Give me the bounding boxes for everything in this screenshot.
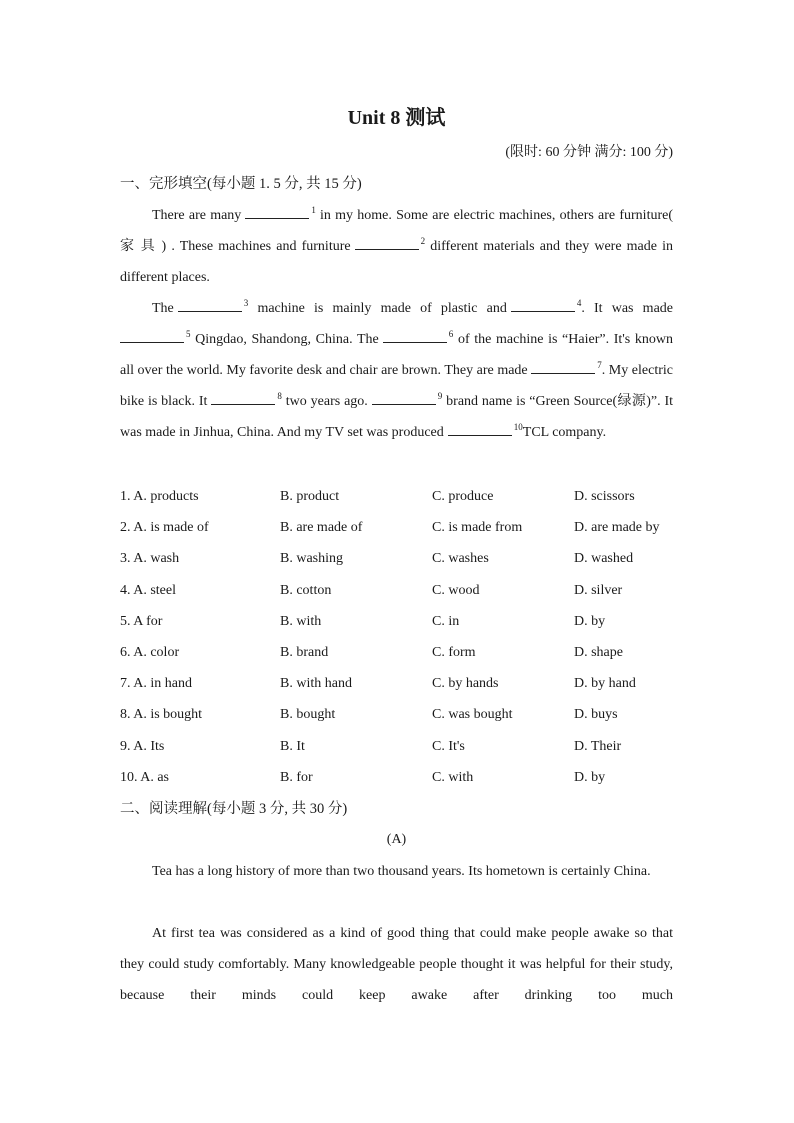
cloze-paragraph-1 — [120, 200, 673, 293]
option-row — [120, 699, 680, 730]
option-a[interactable]: 6. A. color — [120, 644, 180, 660]
option-d[interactable]: D. buys — [574, 707, 618, 723]
option-b[interactable]: B. cotton — [280, 582, 332, 598]
text-run: two years ago. — [285, 394, 368, 409]
answer-blank[interactable] — [245, 204, 309, 219]
text-run: in my home. Some are electric machines, others are furniture( 家 具 ) . These machines and furniture — [120, 208, 673, 254]
option-b[interactable]: B. washing — [280, 551, 343, 567]
page-title: Unit 8 测试 — [347, 107, 446, 129]
blank-number: 1 — [311, 205, 316, 215]
option-a[interactable]: 5. A for — [120, 613, 163, 629]
text-run: TCL company. — [522, 425, 607, 440]
option-d[interactable]: D. are made by — [574, 520, 660, 536]
option-d[interactable]: D. silver — [574, 582, 623, 598]
blank-number: 3 — [243, 298, 249, 308]
blank-number: 2 — [420, 236, 426, 246]
option-a[interactable]: 8. A. is bought — [120, 707, 203, 723]
answer-blank[interactable] — [178, 297, 242, 312]
text-run: The — [152, 301, 174, 316]
option-c[interactable]: C. It's — [432, 738, 465, 754]
section-1-heading: 一、完形填空(每小题 1. 5 分, 共 15 分) — [120, 176, 362, 192]
option-a[interactable]: 7. A. in hand — [120, 676, 192, 692]
text-run: There are many — [152, 208, 242, 223]
option-c[interactable]: C. washes — [432, 551, 489, 567]
reading-paragraph-1: Tea has a long history of more than two thousand years. Its hometown is certainly China. — [152, 864, 651, 879]
blank-number: 4 — [576, 298, 582, 308]
option-a[interactable]: 1. A. products — [120, 489, 199, 504]
option-row — [120, 668, 680, 699]
option-row — [120, 606, 680, 637]
blank-number: 7 — [597, 360, 602, 370]
blank-number: 8 — [277, 391, 282, 401]
option-row — [120, 637, 680, 668]
section-2-heading: 二、阅读理解(每小题 3 分, 共 30 分) — [120, 801, 348, 817]
option-a[interactable]: 9. A. Its — [120, 738, 165, 754]
answer-blank[interactable] — [120, 328, 184, 343]
option-c[interactable]: C. is made from — [432, 520, 523, 536]
option-b[interactable]: B. with — [280, 613, 322, 629]
answer-blank[interactable] — [211, 390, 275, 405]
reading-paragraph-2: At first tea was considered as a kind of good thing that could make people awake so that they could study comfortably. Many knowledgeable people thought it was helpful for their study, because their minds could keep awake after drinking too much — [120, 926, 673, 1003]
option-row — [120, 512, 680, 543]
blank-number: 6 — [448, 329, 454, 339]
option-b[interactable]: B. bought — [280, 707, 336, 723]
option-d[interactable]: D. by — [574, 613, 606, 629]
option-c[interactable]: C. was bought — [432, 707, 513, 723]
option-b[interactable]: B. It — [280, 738, 305, 754]
answer-blank[interactable] — [372, 390, 436, 405]
option-d[interactable]: D. washed — [574, 551, 634, 567]
blank-number: 5 — [186, 329, 191, 339]
blank-number: 10 — [513, 422, 523, 432]
option-row — [120, 481, 680, 512]
option-row — [120, 575, 680, 606]
option-a[interactable]: 2. A. is made of — [120, 520, 209, 536]
option-a[interactable]: 3. A. wash — [120, 551, 180, 567]
option-d[interactable]: D. scissors — [574, 489, 635, 504]
text-run: machine is mainly made of plastic and — [257, 301, 507, 316]
answer-blank[interactable] — [448, 421, 512, 436]
option-c[interactable]: C. produce — [432, 489, 494, 504]
blank-number: 9 — [437, 391, 443, 401]
option-c[interactable]: C. by hands — [432, 676, 499, 692]
option-b[interactable]: B. with hand — [280, 676, 352, 692]
option-d[interactable]: D. by hand — [574, 676, 636, 692]
option-row — [120, 731, 680, 762]
answer-blank[interactable] — [355, 235, 419, 250]
option-d[interactable]: D. shape — [574, 644, 623, 660]
text-run: brand name is “Green Source(绿源)”. It was made in Jinhua, China. And my TV set was produced — [120, 394, 674, 440]
option-c[interactable]: C. in — [432, 613, 460, 629]
answer-blank[interactable] — [383, 328, 447, 343]
option-d[interactable]: D. Their — [574, 738, 622, 754]
cloze-paragraph-2 — [120, 293, 673, 448]
text-run: . My electric bike is black. It — [120, 363, 673, 409]
option-row — [120, 762, 680, 793]
text-run: . It was made — [581, 301, 673, 316]
option-b[interactable]: B. are made of — [280, 520, 363, 536]
option-d[interactable]: D. by — [574, 769, 606, 785]
option-c[interactable]: C. form — [432, 644, 476, 660]
passage-label: (A) — [386, 832, 407, 847]
option-a[interactable]: 4. A. steel — [120, 582, 176, 598]
answer-blank[interactable] — [511, 297, 575, 312]
option-row — [120, 543, 680, 574]
option-c[interactable]: C. wood — [432, 582, 480, 598]
text-run: different materials and they were made in different places. — [120, 239, 674, 285]
cloze-options — [120, 481, 680, 793]
text-run: of the machine is “Haier”. It's known all over the world. My favorite desk and chair are brown. They are made — [120, 332, 674, 378]
option-b[interactable]: B. product — [280, 489, 340, 504]
option-b[interactable]: B. brand — [280, 644, 329, 660]
option-b[interactable]: B. for — [280, 769, 313, 785]
option-a[interactable]: 10. A. as — [120, 769, 169, 785]
option-c[interactable]: C. with — [432, 769, 474, 785]
time-limit-note: (限时: 60 分钟 满分: 100 分) — [505, 145, 673, 160]
text-run: Qingdao, Shandong, China. The — [195, 332, 379, 347]
answer-blank[interactable] — [531, 359, 595, 374]
